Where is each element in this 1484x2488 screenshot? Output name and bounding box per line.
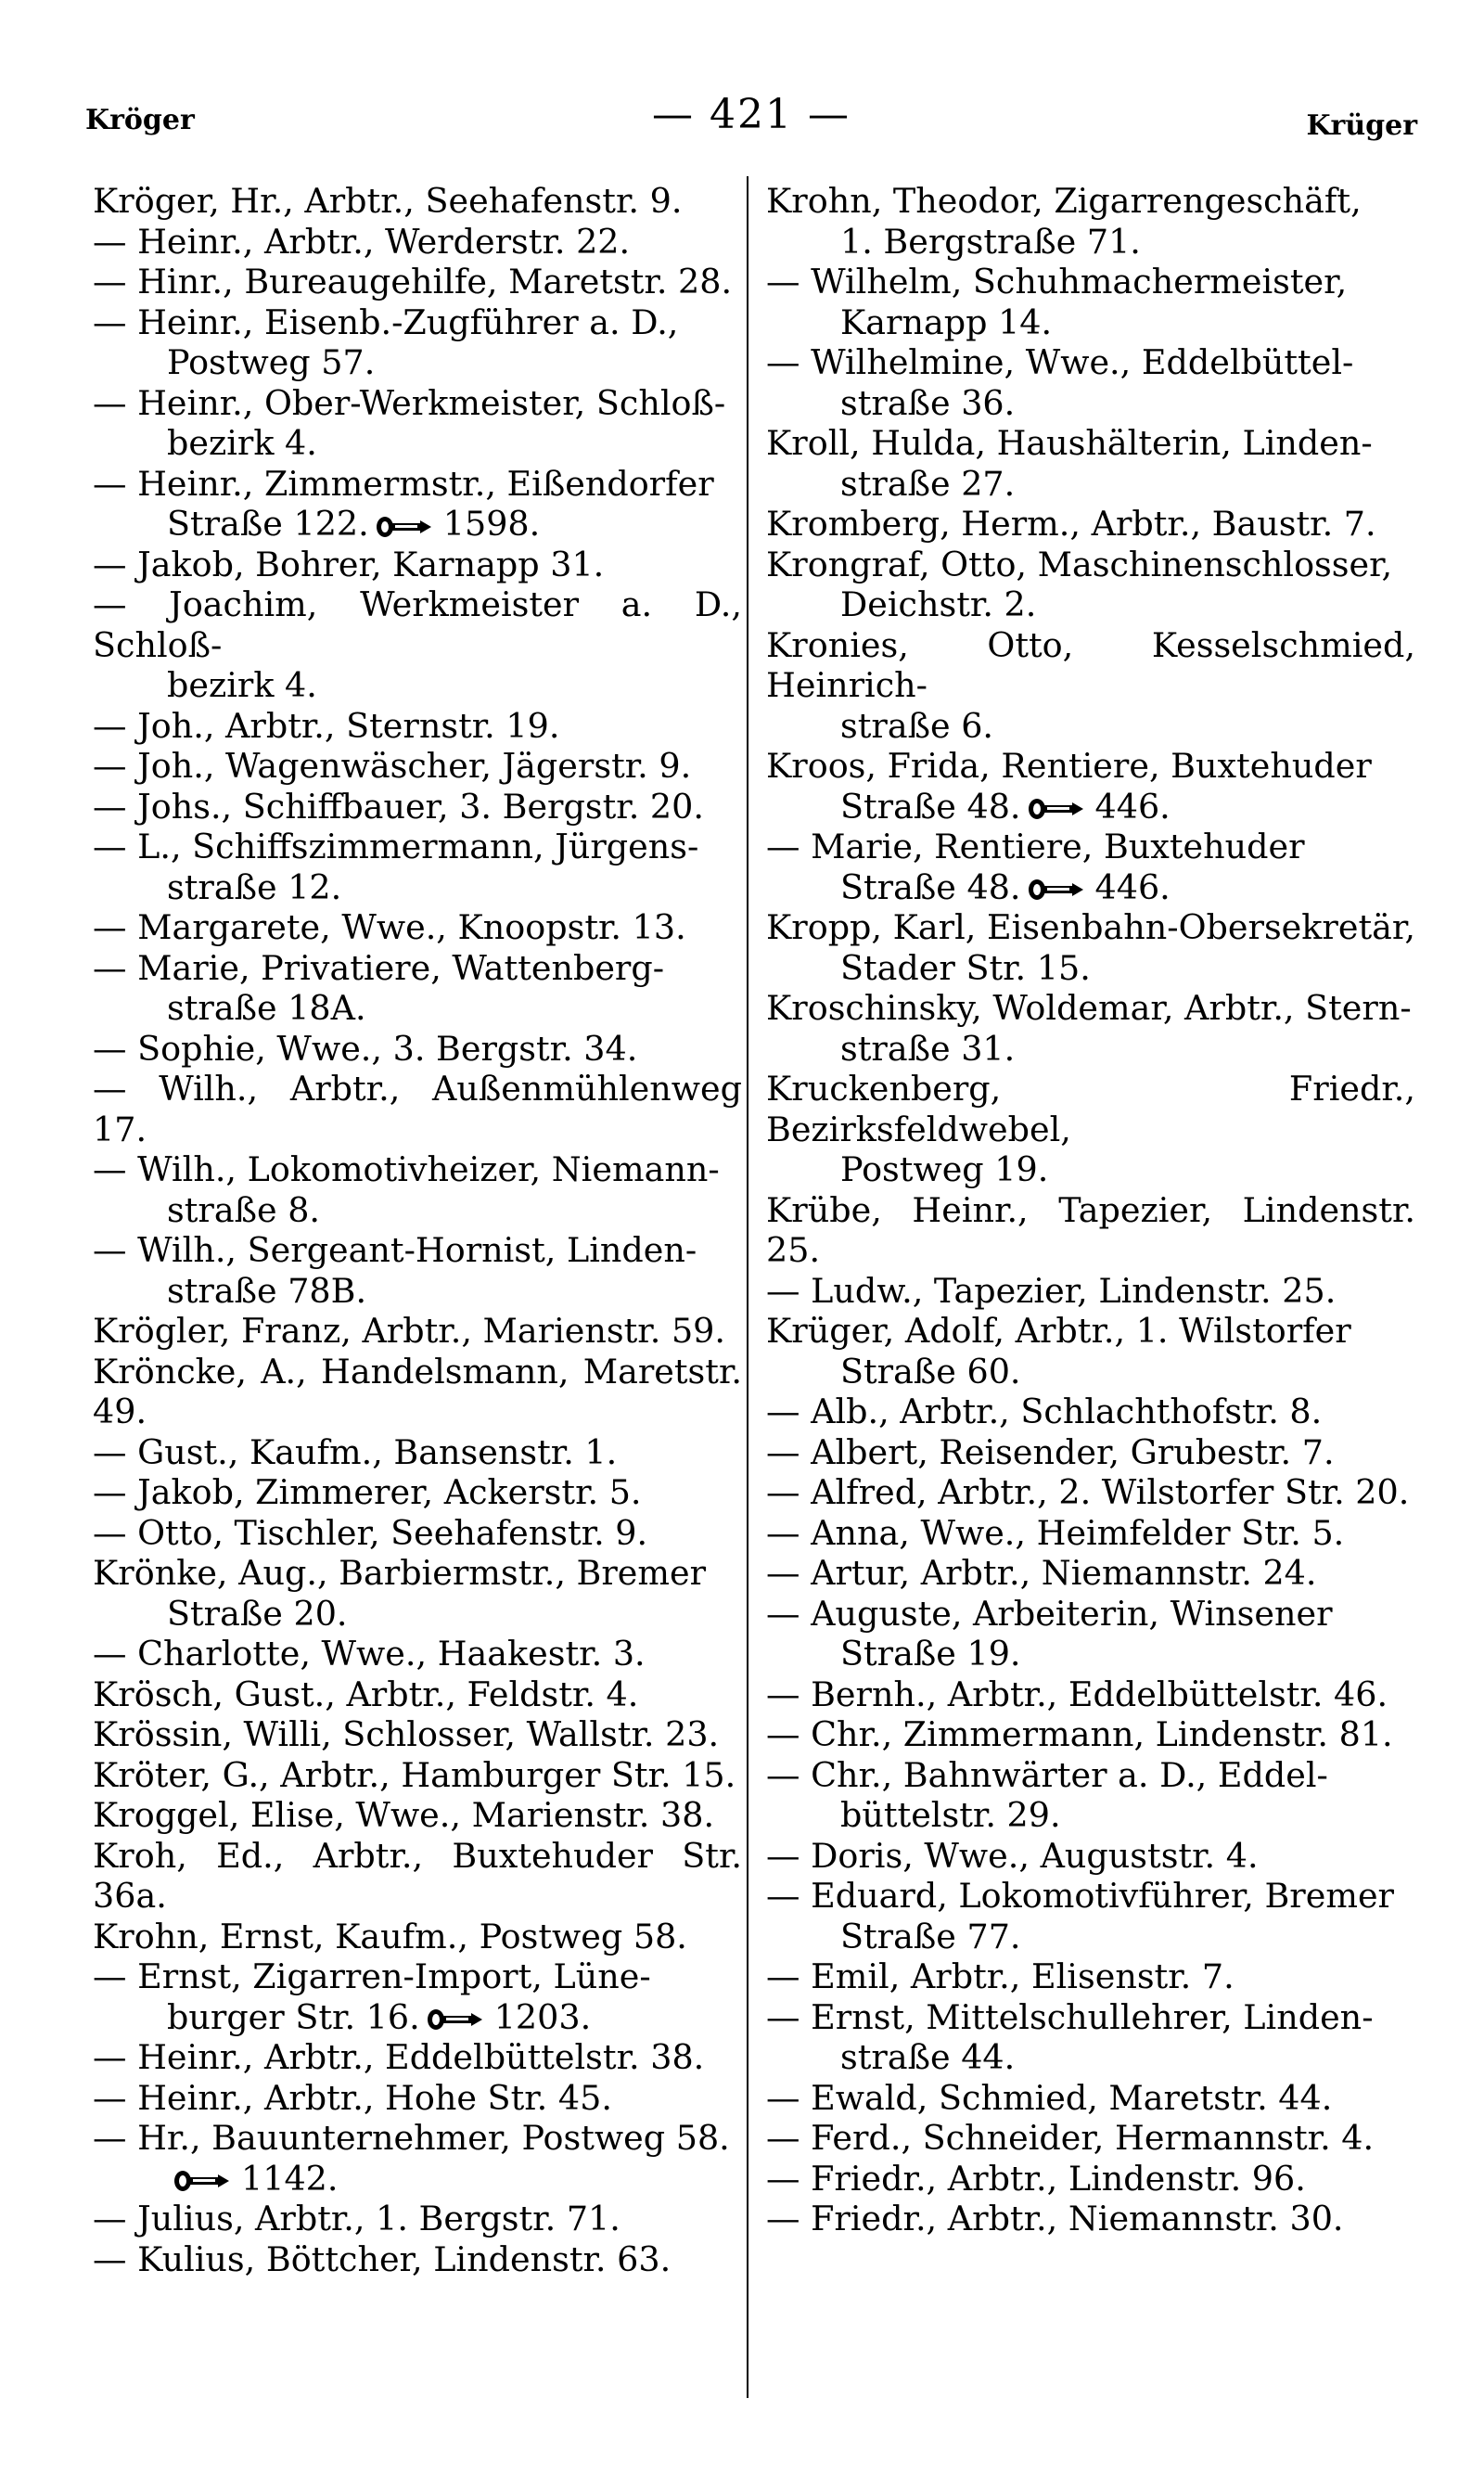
- directory-entry: [766, 262, 1415, 342]
- entry-continuation: [93, 665, 742, 706]
- directory-entry: [93, 2037, 742, 2078]
- entry-text: straße 8.: [167, 1189, 321, 1230]
- entry-text: — Chr., Zimmermann, Lindenstr. 81.: [766, 1714, 1393, 1754]
- entry-text: — Alb., Arbtr., Schlachthofstr. 8.: [766, 1391, 1323, 1431]
- entry-text: bezirk 4.: [167, 423, 317, 463]
- header-left-keyword: Kröger: [85, 104, 195, 136]
- directory-entry: [766, 988, 1415, 1069]
- directory-entry: [766, 1755, 1415, 1836]
- entry-text: Krüger, Adolf, Arbtr., 1. Wilstorfer: [766, 1311, 1351, 1351]
- entry-text: — Wilhelmine, Wwe., Eddelbüttel-: [766, 342, 1354, 382]
- entry-text: Straße 48.: [840, 786, 1021, 827]
- entry-text: burger Str. 16.: [167, 1996, 420, 2037]
- entry-text: Kröter, G., Arbtr., Hamburger Str. 15.: [93, 1754, 736, 1795]
- entry-line: [93, 1714, 742, 1755]
- directory-entry: [766, 1069, 1415, 1190]
- entry-line: [766, 1836, 1415, 1877]
- directory-entry: [93, 1352, 742, 1432]
- telephone-icon: [1027, 797, 1084, 821]
- entry-text: — Albert, Reisender, Grubestr. 7.: [766, 1431, 1335, 1472]
- entry-continuation: [766, 464, 1415, 505]
- entry-continuation: [766, 948, 1415, 989]
- entry-text: — Jakob, Bohrer, Karnapp 31.: [93, 544, 605, 584]
- entry-line: [93, 1149, 742, 1190]
- left-column: [93, 181, 742, 2279]
- entry-text: Postweg 57.: [167, 342, 376, 382]
- entry-line: [93, 262, 742, 302]
- entry-line: [766, 1714, 1415, 1755]
- entry-text: Straße 19.: [840, 1634, 1021, 1674]
- directory-entry: [93, 1674, 742, 1715]
- right-column: [766, 181, 1415, 2239]
- entry-text: — Heinr., Ober-Werkmeister, Schloß-: [93, 382, 726, 423]
- entry-line: [93, 1956, 742, 1997]
- entry-continuation: [93, 342, 742, 383]
- directory-entry: [93, 262, 742, 302]
- entry-text: Kroh, Ed., Arbtr., Buxtehuder Str. 36a.: [93, 1835, 742, 1916]
- directory-entry: [766, 2078, 1415, 2119]
- entry-line: [766, 907, 1415, 948]
- entry-line: [93, 746, 742, 787]
- phone-number: 1598.: [442, 504, 541, 544]
- entry-line: [93, 383, 742, 424]
- entry-text: straße 78B.: [167, 1270, 367, 1311]
- entry-line: [93, 464, 742, 505]
- entry-line: [93, 1795, 742, 1836]
- entry-text: — Friedr., Arbtr., Lindenstr. 96.: [766, 2158, 1306, 2199]
- directory-entry: [93, 907, 742, 948]
- directory-entry: [93, 948, 742, 1029]
- directory-entry: [766, 1956, 1415, 1997]
- entry-text: — Julius, Arbtr., 1. Bergstr. 71.: [93, 2199, 620, 2238]
- entry-continuation: [93, 504, 742, 545]
- entry-text: Kroggel, Elise, Wwe., Marienstr. 38.: [93, 1795, 715, 1835]
- entry-line: [93, 1634, 742, 1674]
- entry-line: [93, 706, 742, 747]
- entry-text: — Alfred, Arbtr., 2. Wilstorfer Str. 20.: [766, 1472, 1410, 1512]
- entry-continuation: [766, 1352, 1415, 1392]
- entry-text: Kronies, Otto, Kesselschmied, Heinrich-: [766, 624, 1415, 705]
- directory-entry: [93, 1472, 742, 1513]
- entry-line: [93, 1674, 742, 1715]
- directory-entry: [93, 2078, 742, 2119]
- entry-text: — Eduard, Lokomotivführer, Bremer: [766, 1876, 1394, 1916]
- entry-line: [766, 1755, 1415, 1796]
- directory-entry: [93, 787, 742, 827]
- entry-line: [93, 1029, 742, 1070]
- entry-text: — Hr., Bauunternehmer, Postweg 58.: [93, 2118, 730, 2158]
- entry-text: Kroos, Frida, Rentiere, Buxtehuder: [766, 746, 1372, 786]
- entry-line: [93, 2078, 742, 2119]
- directory-entry: [93, 1311, 742, 1352]
- entry-text: — Emil, Arbtr., Elisenstr. 7.: [766, 1956, 1235, 1996]
- entry-continuation: [93, 867, 742, 908]
- entry-text: — Joh., Wagenwäscher, Jägerstr. 9.: [93, 746, 692, 786]
- directory-entry: [93, 222, 742, 263]
- directory-entry: [93, 1069, 742, 1149]
- entry-text: — Ernst, Zigarren-Import, Lüne-: [93, 1956, 651, 1996]
- entry-continuation: [766, 302, 1415, 343]
- entry-text: — Jakob, Zimmerer, Ackerstr. 5.: [93, 1472, 642, 1512]
- entry-line: [766, 1674, 1415, 1715]
- page-number: — 421 —: [652, 91, 851, 138]
- directory-entry: [93, 584, 742, 706]
- directory-entry: [766, 342, 1415, 423]
- entry-text: Kruckenberg, Friedr., Bezirksfeldwebel,: [766, 1069, 1415, 1149]
- directory-entry: [766, 1594, 1415, 1674]
- directory-entry: [93, 1795, 742, 1836]
- entry-text: Postweg 19.: [840, 1149, 1049, 1189]
- entry-continuation: [93, 1997, 742, 2038]
- entry-text: Straße 48.: [840, 866, 1021, 907]
- entry-line: [766, 342, 1415, 383]
- telephone-icon: [426, 2007, 483, 2032]
- entry-text: — L., Schiffszimmermann, Jürgens-: [93, 827, 699, 866]
- entry-line: [93, 1917, 742, 1957]
- entry-text: Kroschinsky, Woldemar, Arbtr., Stern-: [766, 988, 1412, 1028]
- entry-line: [93, 827, 742, 867]
- entry-line: [766, 1553, 1415, 1594]
- directory-entry: [766, 1674, 1415, 1715]
- entry-continuation: [766, 383, 1415, 424]
- entry-line: [93, 2037, 742, 2078]
- directory-entry: [93, 383, 742, 464]
- directory-entry: [766, 423, 1415, 504]
- directory-entry: [93, 2199, 742, 2239]
- directory-entry: [766, 907, 1415, 988]
- entry-line: [766, 1271, 1415, 1312]
- directory-entry: [93, 1230, 742, 1311]
- entry-text: — Johs., Schiffbauer, 3. Bergstr. 20.: [93, 786, 704, 827]
- entry-continuation: [766, 1029, 1415, 1070]
- directory-entry: [766, 1836, 1415, 1877]
- entry-line: [766, 1432, 1415, 1473]
- entry-text: Krübe, Heinr., Tapezier, Lindenstr. 25.: [766, 1189, 1415, 1270]
- entry-text: — Ewald, Schmied, Maretstr. 44.: [766, 2077, 1333, 2118]
- directory-entry: [766, 1432, 1415, 1473]
- entry-text: — Wilh., Sergeant-Hornist, Linden-: [93, 1230, 697, 1270]
- entry-line: [93, 1513, 742, 1554]
- directory-entry: [93, 1432, 742, 1473]
- entry-line: [93, 302, 742, 343]
- directory-entry: [93, 545, 742, 585]
- entry-continuation: [766, 1634, 1415, 1674]
- entry-text: straße 27.: [840, 463, 1016, 504]
- entry-line: [766, 504, 1415, 545]
- entry-line: [93, 1432, 742, 1473]
- entry-text: — Artur, Arbtr., Niemannstr. 24.: [766, 1553, 1317, 1593]
- entry-text: — Friedr., Arbtr., Niemannstr. 30.: [766, 2199, 1344, 2238]
- entry-text: straße 31.: [840, 1028, 1016, 1069]
- entry-text: — Charlotte, Wwe., Haakestr. 3.: [93, 1634, 646, 1674]
- entry-text: — Chr., Bahnwärter a. D., Eddel-: [766, 1754, 1328, 1795]
- entry-line: [766, 827, 1415, 867]
- entry-line: [766, 1513, 1415, 1554]
- entry-line: [93, 222, 742, 263]
- directory-entry: [766, 1553, 1415, 1594]
- entry-line: [93, 1311, 742, 1352]
- entry-text: Krösch, Gust., Arbtr., Feldstr. 4.: [93, 1674, 639, 1714]
- directory-entry: [766, 1271, 1415, 1312]
- entry-line: [766, 545, 1415, 585]
- entry-line: [766, 181, 1415, 222]
- directory-entry: [766, 1472, 1415, 1513]
- directory-entry: [766, 2159, 1415, 2199]
- entry-continuation: [93, 1271, 742, 1312]
- entry-text: — Heinr., Arbtr., Hohe Str. 45.: [93, 2077, 612, 2118]
- entry-continuation: [93, 988, 742, 1029]
- entry-text: straße 12.: [167, 866, 342, 907]
- directory-entry: [766, 181, 1415, 262]
- entry-line: [766, 1311, 1415, 1352]
- entry-text: — Joachim, Werkmeister a. D., Schloß-: [93, 584, 742, 665]
- entry-continuation: [766, 222, 1415, 263]
- entry-line: [766, 1069, 1415, 1149]
- entry-text: 1. Bergstraße 71.: [840, 221, 1141, 262]
- telephone-icon: [1027, 878, 1084, 902]
- entry-line: [766, 2159, 1415, 2199]
- directory-entry: [93, 2118, 742, 2199]
- entry-continuation: [766, 1795, 1415, 1836]
- directory-entry: [93, 746, 742, 787]
- entry-continuation: [93, 2159, 742, 2199]
- entry-continuation: [93, 1190, 742, 1231]
- entry-continuation: [93, 423, 742, 464]
- directory-entry: [93, 1836, 742, 1917]
- directory-entry: [766, 1714, 1415, 1755]
- entry-line: [766, 1190, 1415, 1271]
- entry-text: — Ludw., Tapezier, Lindenstr. 25.: [766, 1270, 1337, 1311]
- entry-text: Krohn, Theodor, Zigarrengeschäft,: [766, 181, 1362, 221]
- phone-number: 446.: [1094, 786, 1171, 827]
- entry-text: — Joh., Arbtr., Sternstr. 19.: [93, 705, 560, 746]
- directory-entry: [766, 625, 1415, 747]
- entry-text: — Ferd., Schneider, Hermannstr. 4.: [766, 2118, 1375, 2158]
- directory-entry: [93, 1714, 742, 1755]
- entry-line: [93, 584, 742, 665]
- directory-entry: [766, 746, 1415, 827]
- entry-line: [766, 1594, 1415, 1635]
- entry-text: — Kulius, Böttcher, Lindenstr. 63.: [93, 2238, 672, 2279]
- phone-number: 1203.: [493, 1996, 592, 2037]
- page-header: [85, 91, 1417, 147]
- entry-text: — Hinr., Bureaugehilfe, Maretstr. 28.: [93, 262, 733, 301]
- entry-text: Straße 60.: [840, 1351, 1021, 1391]
- entry-line: [766, 1472, 1415, 1513]
- entry-text: — Sophie, Wwe., 3. Bergstr. 34.: [93, 1028, 638, 1069]
- entry-text: — Heinr., Arbtr., Eddelbüttelstr. 38.: [93, 2037, 705, 2077]
- directory-entry: [93, 181, 742, 222]
- entry-text: Deichstr. 2.: [840, 584, 1037, 624]
- entry-line: [93, 907, 742, 948]
- entry-line: [93, 1352, 742, 1432]
- directory-entry: [93, 1917, 742, 1957]
- entry-line: [93, 948, 742, 989]
- entry-continuation: [93, 1594, 742, 1635]
- entry-text: Kröger, Hr., Arbtr., Seehafenstr. 9.: [93, 181, 683, 221]
- entry-text: straße 44.: [840, 2037, 1016, 2077]
- entry-text: — Wilh., Lokomotivheizer, Niemann-: [93, 1149, 720, 1189]
- entry-line: [766, 1391, 1415, 1432]
- entry-text: Krongraf, Otto, Maschinenschlosser,: [766, 544, 1393, 584]
- entry-line: [93, 787, 742, 827]
- entry-line: [93, 545, 742, 585]
- entry-continuation: [766, 867, 1415, 908]
- entry-line: [93, 1553, 742, 1594]
- entry-text: straße 18A.: [167, 988, 366, 1028]
- entry-line: [93, 2199, 742, 2239]
- telephone-icon: [173, 2169, 230, 2193]
- directory-entry: [93, 2239, 742, 2280]
- entry-text: Krössin, Willi, Schlosser, Wallstr. 23.: [93, 1714, 720, 1754]
- entry-continuation: [766, 584, 1415, 625]
- entry-continuation: [766, 1149, 1415, 1190]
- entry-text: Krönke, Aug., Barbiermstr., Bremer: [93, 1553, 707, 1593]
- entry-continuation: [766, 706, 1415, 747]
- entry-text: Kropp, Karl, Eisenbahn-Obersekretär,: [766, 907, 1415, 947]
- entry-text: — Heinr., Arbtr., Werderstr. 22.: [93, 221, 631, 262]
- entry-text: — Marie, Privatiere, Wattenberg-: [93, 947, 665, 988]
- entry-text: Krohn, Ernst, Kaufm., Postweg 58.: [93, 1916, 687, 1956]
- directory-entry: [766, 827, 1415, 907]
- entry-line: [93, 1230, 742, 1271]
- directory-entry: [766, 1391, 1415, 1432]
- entry-line: [766, 262, 1415, 302]
- directory-entry: [766, 1876, 1415, 1956]
- entry-line: [766, 2078, 1415, 2119]
- entry-text: Straße 20.: [167, 1593, 348, 1634]
- directory-entry: [766, 1311, 1415, 1391]
- entry-continuation: [766, 2037, 1415, 2078]
- entry-line: [766, 2199, 1415, 2239]
- entry-line: [766, 1997, 1415, 2038]
- entry-text: — Otto, Tischler, Seehafenstr. 9.: [93, 1512, 648, 1553]
- entry-text: bezirk 4.: [167, 665, 317, 705]
- entry-line: [766, 625, 1415, 706]
- directory-entry: [766, 2199, 1415, 2239]
- entry-line: [766, 1956, 1415, 1997]
- entry-text: — Anna, Wwe., Heimfelder Str. 5.: [766, 1512, 1345, 1553]
- entry-line: [93, 1836, 742, 1917]
- entry-text: — Gust., Kaufm., Bansenstr. 1.: [93, 1431, 618, 1472]
- entry-text: Kromberg, Herm., Arbtr., Baustr. 7.: [766, 504, 1376, 544]
- directory-entry: [93, 1029, 742, 1070]
- entry-continuation: [766, 787, 1415, 827]
- entry-text: büttelstr. 29.: [840, 1795, 1061, 1835]
- entry-line: [93, 1472, 742, 1513]
- telephone-icon: [375, 515, 432, 539]
- entry-text: — Ernst, Mittelschullehrer, Linden-: [766, 1996, 1374, 2037]
- directory-entry: [766, 1513, 1415, 1554]
- entry-text: Straße 122.: [167, 504, 369, 544]
- entry-line: [766, 746, 1415, 787]
- entry-line: [766, 423, 1415, 464]
- entry-text: Kroll, Hulda, Haushälterin, Linden-: [766, 423, 1373, 463]
- entry-line: [766, 1876, 1415, 1917]
- phone-number: 1142.: [241, 2158, 339, 2199]
- directory-entry: [766, 1190, 1415, 1271]
- entry-text: — Auguste, Arbeiterin, Winsener: [766, 1593, 1333, 1634]
- entry-text: — Bernh., Arbtr., Eddelbüttelstr. 46.: [766, 1674, 1388, 1714]
- directory-entry: [766, 1997, 1415, 2078]
- entry-text: — Margarete, Wwe., Knoopstr. 13.: [93, 907, 686, 947]
- entry-text: — Marie, Rentiere, Buxtehuder: [766, 827, 1305, 866]
- directory-entry: [93, 464, 742, 545]
- directory-entry: [766, 545, 1415, 625]
- entry-text: — Wilhelm, Schuhmachermeister,: [766, 262, 1348, 301]
- entry-line: [93, 1069, 742, 1149]
- entry-line: [93, 2118, 742, 2159]
- entry-text: Karnapp 14.: [840, 301, 1053, 342]
- entry-line: [766, 2118, 1415, 2159]
- directory-entry: [93, 706, 742, 747]
- directory-entry: [93, 1149, 742, 1230]
- entry-text: straße 6.: [840, 705, 994, 746]
- column-divider: [747, 176, 748, 2398]
- phone-number: 446.: [1094, 866, 1171, 907]
- entry-text: Kröncke, A., Handelsmann, Maretstr. 49.: [93, 1351, 742, 1431]
- entry-text: — Doris, Wwe., Auguststr. 4.: [766, 1835, 1259, 1876]
- entry-line: [93, 181, 742, 222]
- entry-line: [93, 1755, 742, 1796]
- directory-entry: [93, 1634, 742, 1674]
- directory-entry: [93, 1513, 742, 1554]
- entry-text: — Heinr., Eisenb.-Zugführer a. D.,: [93, 301, 679, 342]
- entry-text: Stader Str. 15.: [840, 947, 1091, 988]
- entry-text: Straße 77.: [840, 1916, 1021, 1956]
- entry-line: [93, 2239, 742, 2280]
- entry-line: [766, 988, 1415, 1029]
- entry-text: — Heinr., Zimmermstr., Eißendorfer: [93, 463, 714, 504]
- directory-entry: [93, 1956, 742, 2037]
- entry-text: straße 36.: [840, 382, 1016, 423]
- entry-text: — Wilh., Arbtr., Außenmühlenweg 17.: [93, 1069, 742, 1149]
- entry-continuation: [766, 1917, 1415, 1957]
- directory-entry: [93, 827, 742, 907]
- directory-entry: [766, 504, 1415, 545]
- directory-entry: [93, 1755, 742, 1796]
- directory-entry: [93, 1553, 742, 1634]
- entry-text: Krögler, Franz, Arbtr., Marienstr. 59.: [93, 1311, 725, 1351]
- header-right-keyword: Krüger: [1306, 109, 1417, 142]
- directory-entry: [93, 302, 742, 383]
- directory-entry: [766, 2118, 1415, 2159]
